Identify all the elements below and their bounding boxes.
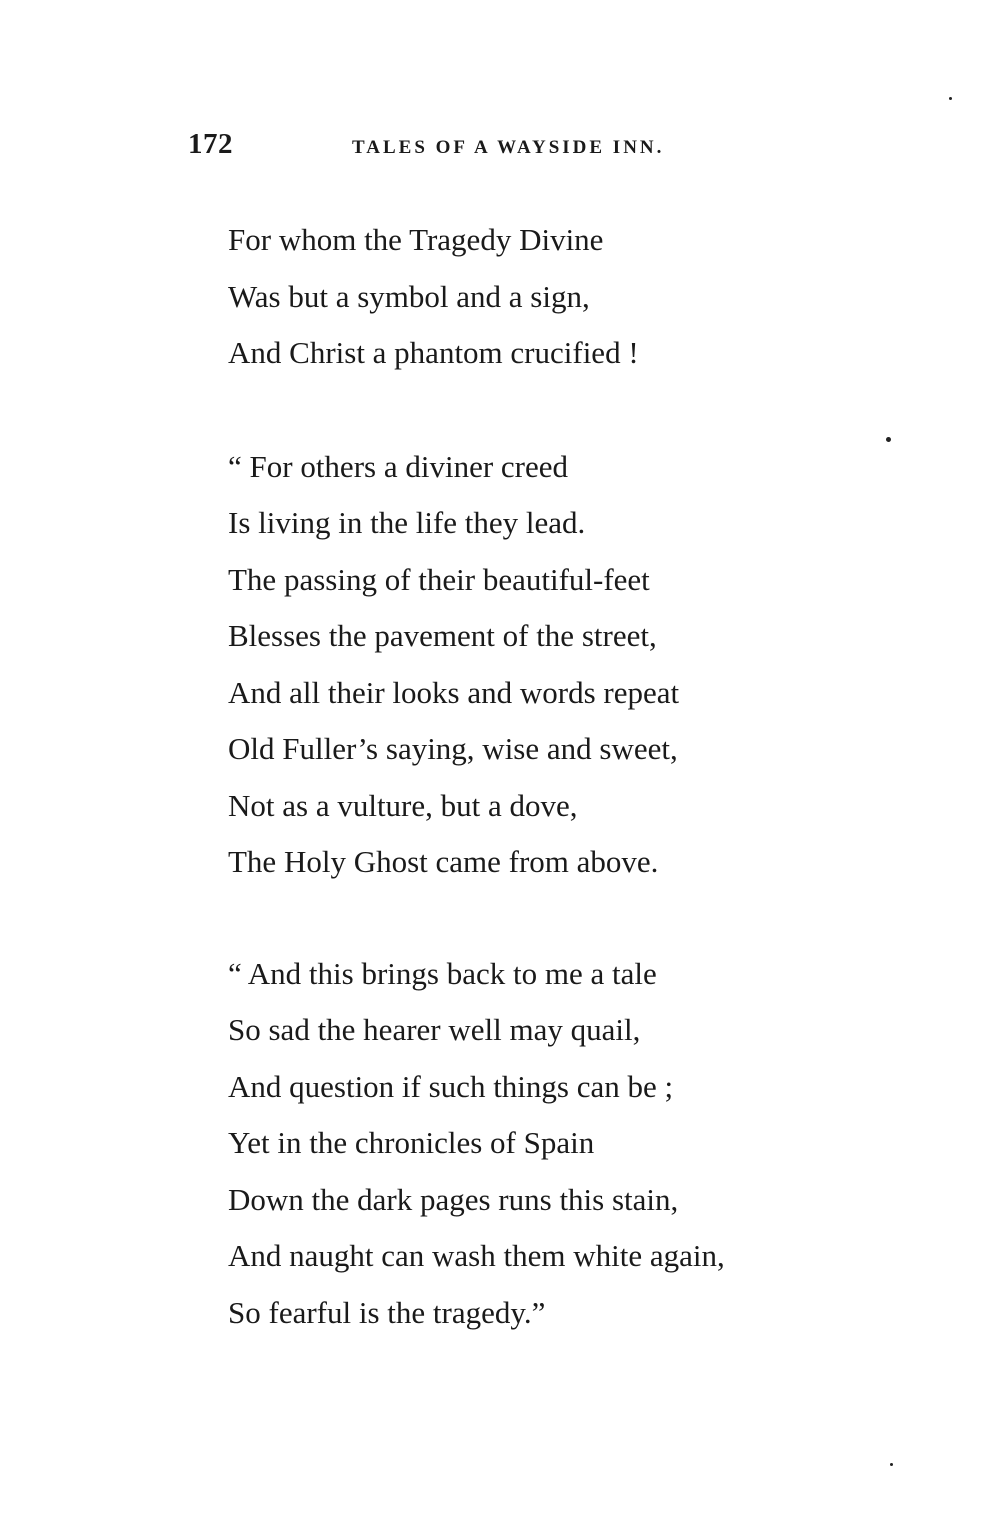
running-title: TALES OF A WAYSIDE INN.	[352, 137, 665, 158]
poem-body	[228, 212, 908, 1341]
poem-line: And question if such things can be ;	[228, 1068, 674, 1104]
page-number: 172	[188, 128, 233, 160]
poem-line: Is living in the life they lead.	[228, 505, 586, 540]
poem-line: Old Fuller’s saying, wise and sweet,	[228, 731, 678, 766]
poem-line: And naught can wash them white again,	[228, 1238, 725, 1273]
poem-line: “ And this brings back to me a tale	[228, 955, 657, 991]
print-speck	[949, 97, 952, 100]
poem-line: “ For others a diviner creed	[228, 448, 569, 484]
stanza-3	[228, 946, 908, 1342]
poem-line: The Holy Ghost came from above.	[228, 844, 659, 879]
print-speck	[890, 1463, 893, 1466]
poem-line: And all their looks and words repeat	[228, 674, 680, 710]
poem-line: Was but a symbol and a sign,	[228, 278, 590, 314]
poem-line: The passing of their beautiful-feet	[228, 561, 650, 597]
poem-line: For whom the Tragedy Divine	[228, 222, 604, 257]
print-speck	[886, 437, 891, 442]
poem-line: So sad the hearer well may quail,	[228, 1012, 641, 1047]
poem-line: Yet in the chronicles of Spain	[228, 1125, 595, 1160]
stanza-1	[228, 212, 908, 382]
stanza-2	[228, 439, 908, 891]
poem-line: Blesses the pavement of the street,	[228, 618, 657, 653]
poem-line: And Christ a phantom crucified !	[228, 335, 639, 370]
poem-line: Not as a vulture, but a dove,	[228, 787, 578, 823]
poem-line: So fearful is the tragedy.”	[228, 1294, 546, 1330]
poem-line: Down the dark pages runs this stain,	[228, 1181, 679, 1217]
